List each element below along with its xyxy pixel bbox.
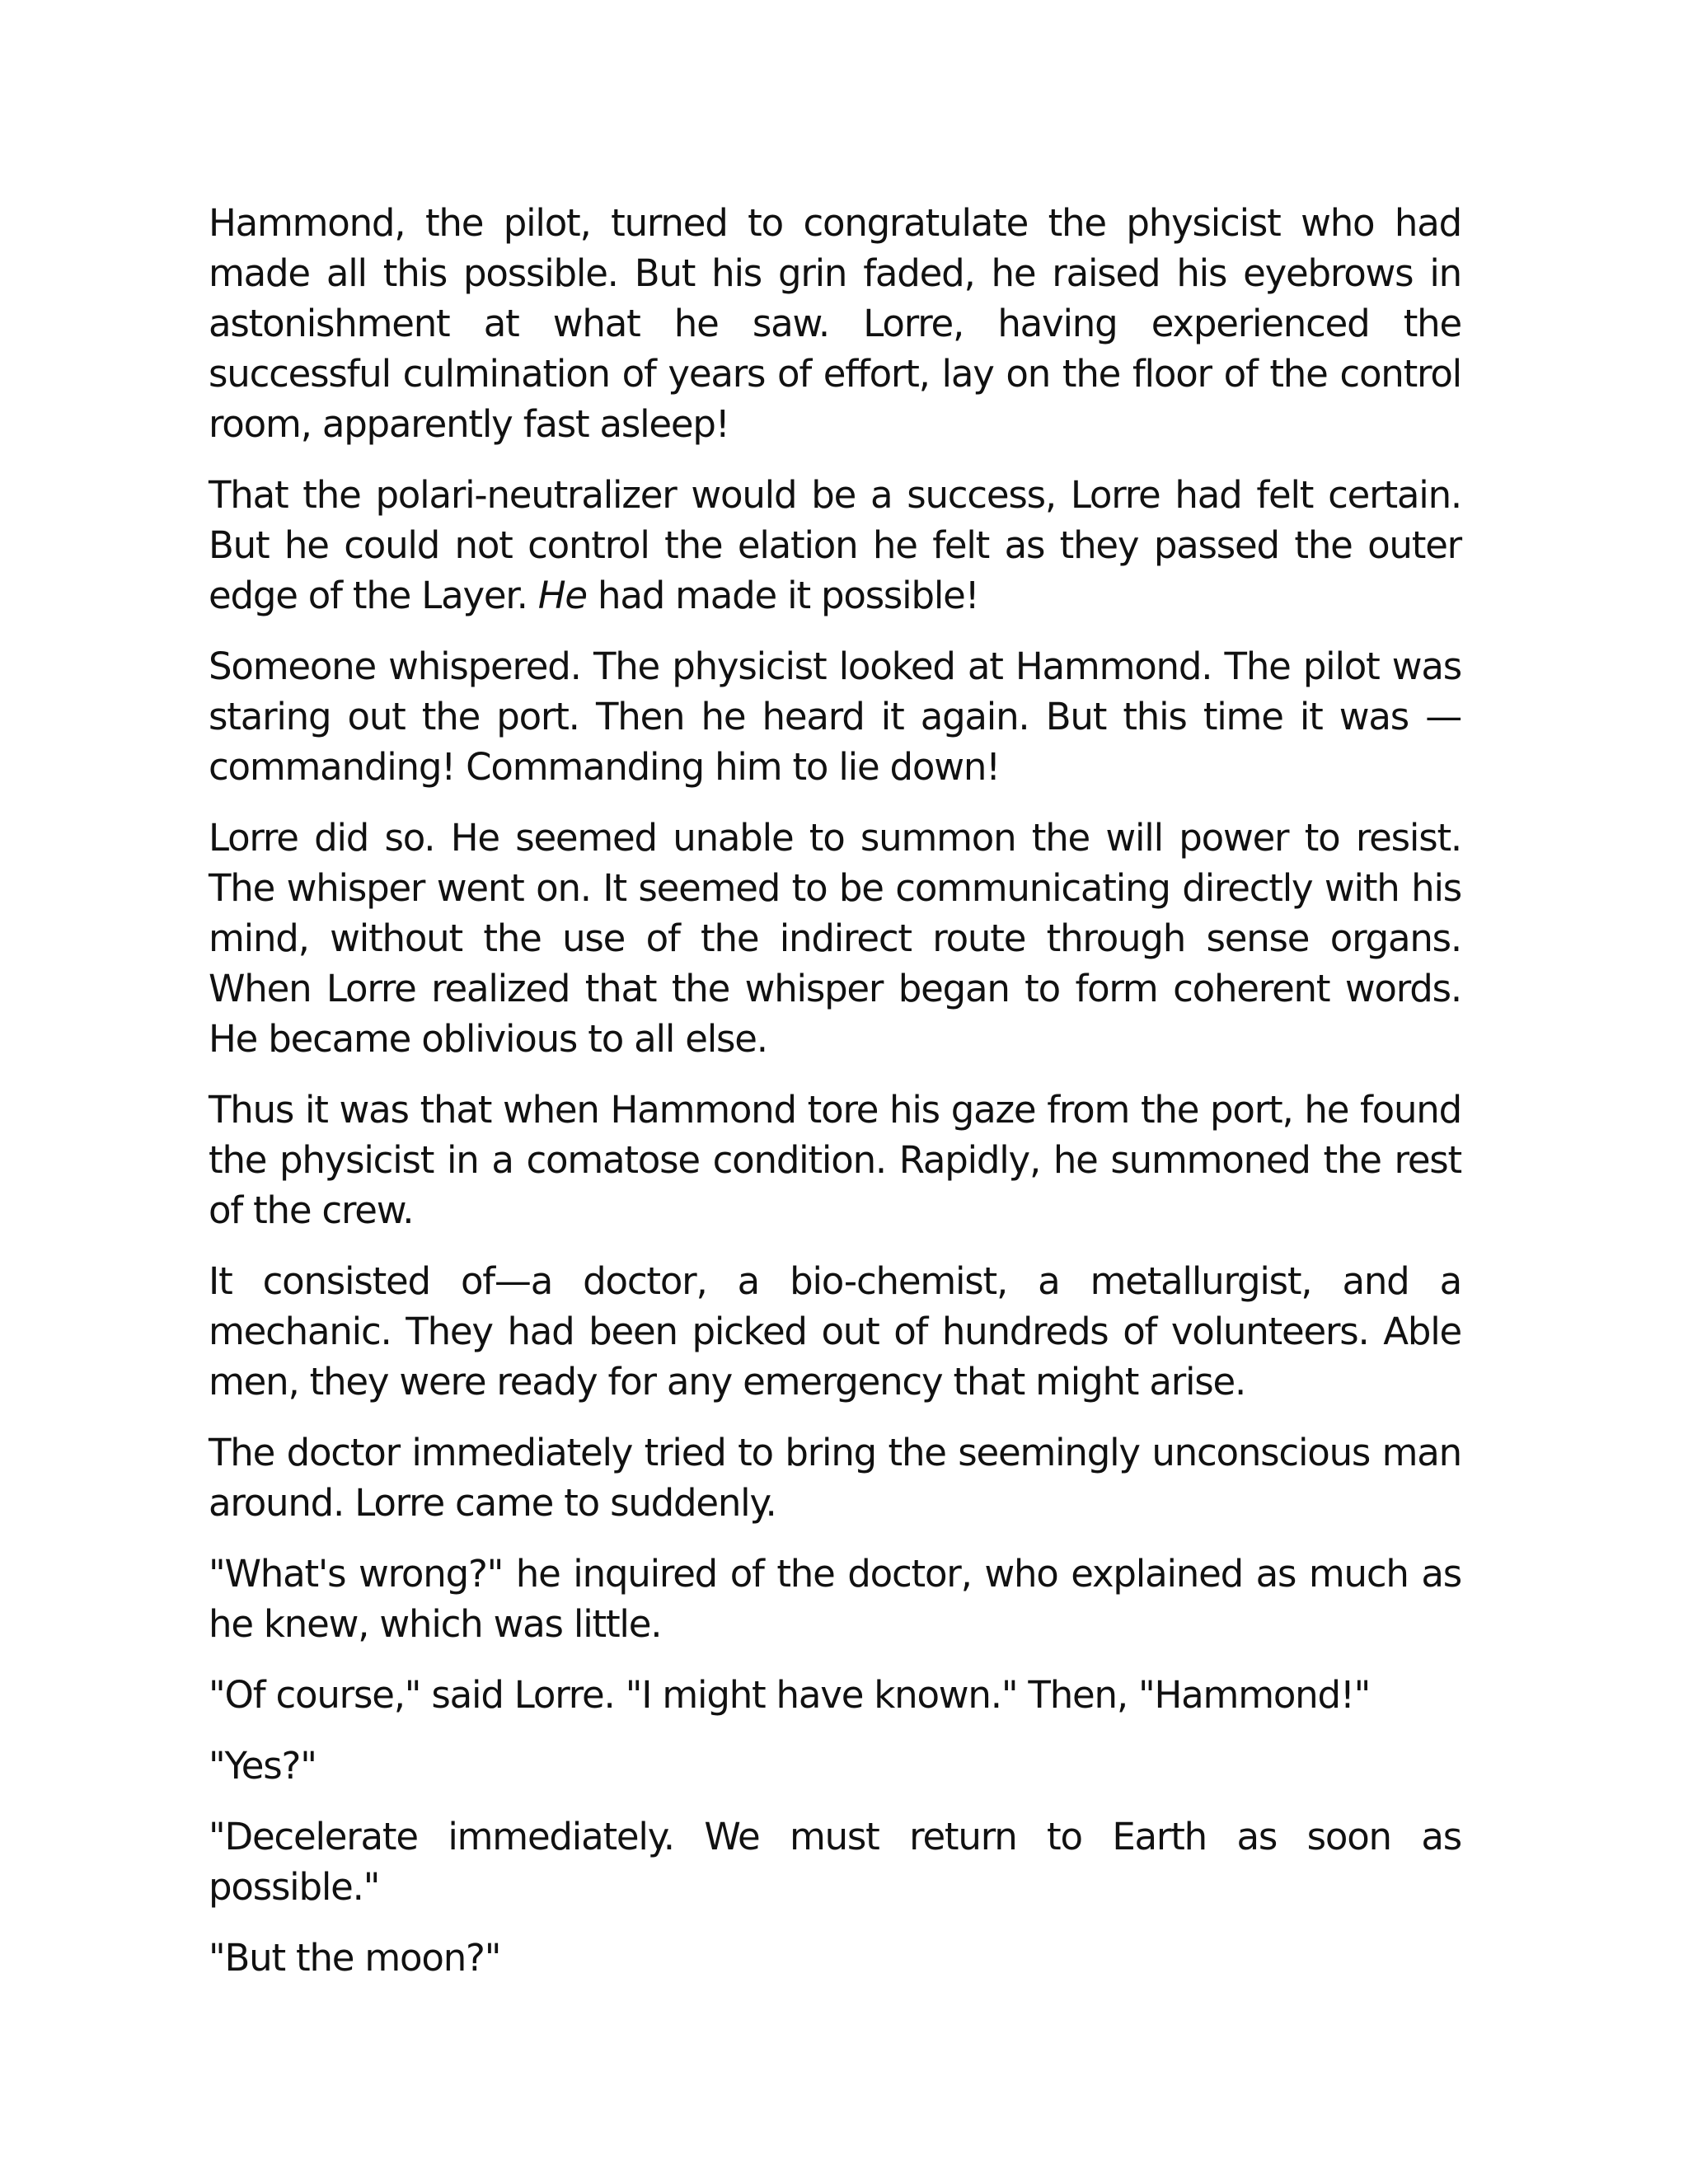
- paragraph-12: "But the moon?": [209, 1936, 501, 1980]
- paragraph-2-text-before: That the polari-neutralizer would be a success, Lorre had felt certain. But he could not control the elation he felt as they passed the outer edge of the Layer.: [209, 473, 1461, 617]
- paragraph-9: "Of course," said Lorre. "I might have known." Then, "Hammond!": [209, 1673, 1371, 1717]
- paragraph-5: Thus it was that when Hammond tore his gaze from the port, he found the physicist in a comatose condition. Rapidly, he summoned the rest of the crew.: [209, 1088, 1461, 1232]
- paragraph-10: "Yes?": [209, 1744, 316, 1788]
- paragraph-2-text-after: had made it possible!: [586, 574, 979, 617]
- paragraph-2: [209, 470, 1461, 621]
- paragraph-6: It consisted of—a doctor, a bio-chemist, a metallurgist, and a mechanic. They had been picked out of hundreds of volunteers. Able men, they were ready for any emergency that might arise.: [209, 1259, 1461, 1404]
- paragraph-3: Someone whispered. The physicist looked at Hammond. The pilot was staring out the port. Then he heard it again. But this time it was —commanding! Commanding him to lie down!: [209, 644, 1461, 789]
- paragraph-7: The doctor immediately tried to bring the seemingly unconscious man around. Lorre came to suddenly.: [209, 1431, 1461, 1525]
- document-page: [209, 198, 1461, 2004]
- paragraph-1: Hammond, the pilot, turned to congratulate the physicist who had made all this possible. But his grin faded, he raised his eyebrows in astonishment at what he saw. Lorre, having experienced the successful culmination of years of effort, lay on the floor of the control room, apparently fast asleep!: [209, 201, 1461, 446]
- paragraph-4: Lorre did so. He seemed unable to summon the will power to resist. The whisper went on. It seemed to be communicating directly with his mind, without the use of the indirect route through sense organs. When Lorre realized that the whisper began to form coherent words. He became oblivious to all else.: [209, 816, 1461, 1061]
- paragraph-11: "Decelerate immediately. We must return to Earth as soon as possible.": [209, 1815, 1461, 1909]
- paragraph-2-emphasis: He: [537, 574, 587, 617]
- paragraph-8: "What's wrong?" he inquired of the doctor, who explained as much as he knew, which was little.: [209, 1552, 1461, 1646]
